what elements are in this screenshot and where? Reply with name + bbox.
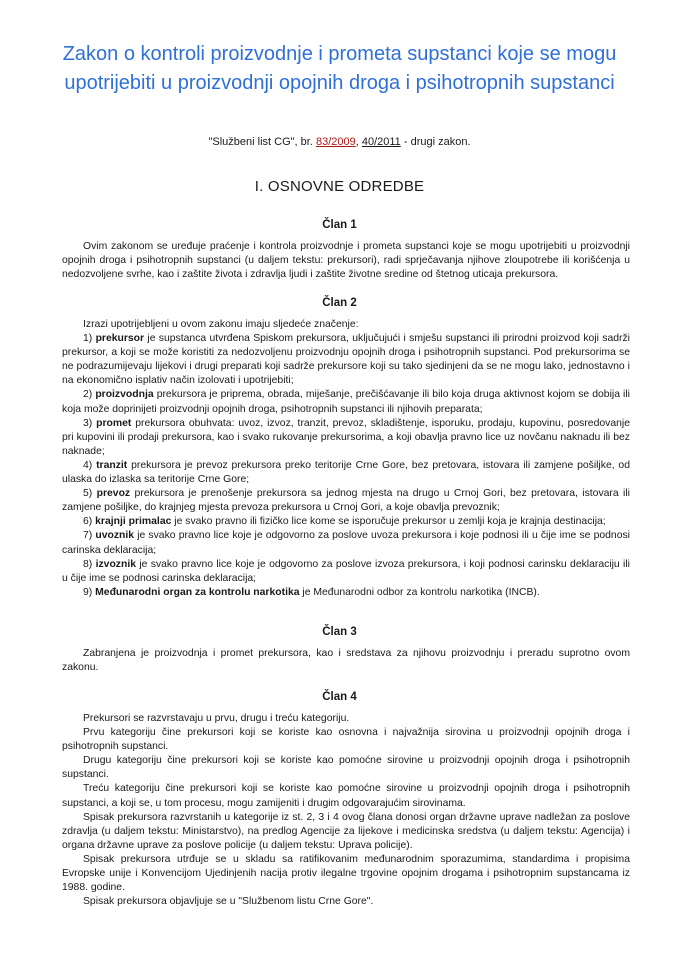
defined-term: prevoz [96,488,131,500]
article-4-paragraph: Drugu kategoriju čine prekursori koji se koriste kao pomoćne sirovine u proizvodnji opojnih droga i psihotropnih supstanci. [62,755,630,781]
gazette-link-83-2009[interactable]: 83/2009 [315,136,356,148]
article-4-paragraph: Prekursori se razvrstavaju u prvu, drugu i treću kategoriju. [83,713,350,724]
item-number: 9) [83,586,96,598]
defined-term: promet [96,417,132,429]
gazette-separator: , [355,136,362,148]
definition-item [62,332,630,388]
definition-text: prekursora je prenošenje prekursora sa jednog mjesta na drugo u Crnoj Gori, bez pretovara, istovara ili zamjene pošiljke, do krajnjeg mjesta prevoza prekursora u Crnoj Gori, a koje obavlja prevoznik; [62,488,630,514]
article-1-text: Ovim zakonom se uređuje praćenje i kontrola proizvodnje i prometa supstanci koje se mogu upotrijebiti u proizvodnji opojnih droga i psihotropnih supstanci (u daljem tekstu: prekursori), radi sprječavanja njihove zloupotrebe ili korišćenja u nedozvoljene svrhe, kao i zaštite života i zdravlja ljudi i zaštite životne sredine od štetnog uticaja prekursora. [62,241,630,281]
article-2-intro: Izrazi upotrijebljeni u ovom zakonu imaju sljedeće značenje: [83,319,359,330]
article-1-heading: Član 1 [322,219,357,231]
article-1-body [62,240,630,282]
gazette-link-40-2011[interactable]: 40/2011 [361,136,401,148]
article-3-text: Zabranjena je proizvodnja i promet prekursora, kao i sredstava za njihovu proizvodnju i preradu suprotno ovom zakonu. [62,648,630,674]
article-4-paragraph: Spisak prekursora objavljuje se u "Službenom listu Crne Gore". [83,896,374,908]
article-4-body [62,712,630,909]
article-4-paragraph: Spisak prekursora razvrstanih u kategorije iz st. 2, 3 i 4 ovog člana donosi organ državne uprave nadležan za poslove zdravlja (u daljem tekstu: Ministarstvo), na predlog Agencije za lijekove i medicinska sredstva (u daljem tekstu: Agencija) i organa državne uprave za poslove policije (u daljem tekstu: Uprava policije). [62,811,630,851]
article-2-body [62,318,630,600]
article-4-paragraph: Spisak prekursora utrđuje se u skladu sa ratifikovanim međunarodnim sporazumima, standardima i propisima Evropske unije i Konvencijom Ujedinjenih nacija protiv ilegalne trgovine opojnim drogama i psihotropnim supstancama iz 1988. godine. [62,853,630,894]
item-number: 8) [83,558,96,570]
definition-text: je svako pravno lice koje je odgovorno za poslove izvoza prekursora, i koji podnosi carinsku deklaraciju ili u čije ime se podnosi carinska deklaracija; [62,558,630,584]
law-title: Zakon o kontroli proizvodnje i prometa supstanci koje se mogu upotrijebiti u proizvodnji opojnih droga i psihotropnih supstanci [62,43,617,94]
definition-item [62,558,630,586]
article-4-heading: Član 4 [322,691,357,703]
article-4-paragraph: Prvu kategoriju čine prekursori koji se koriste kao osnovna i najvažnija sirovina u proizvodnji opojnih droga i psihotropnih supstanci. [62,727,630,753]
article-3-body [62,647,630,675]
item-number: 2) [83,389,96,401]
item-number: 3) [83,417,97,429]
gazette-prefix: "Službeni list CG", br. [208,136,316,148]
definition-item [62,417,630,459]
definition-item [62,529,630,557]
definition-item [62,586,630,600]
item-number: 6) [83,516,96,528]
defined-term: uvoznik [95,530,135,542]
article-4-paragraph: Treću kategoriju čine prekursori koji se koriste kao pomoćne sirovine u proizvodnji opojnih droga i psihotropnih supstanci, a koji se, u tom procesu, mogu zamijeniti i drugim odgovarajućim sirovinama. [62,783,630,809]
definition-text: prekursora je priprema, obrada, miješanje, prečišćavanje ili bilo koja druga aktivnost kojom se dobija ili koja može doprinijeti proizvodnji opojnih droga, psihotropnih supstanci ili njihovih preparata; [62,389,630,415]
item-number: 7) [83,530,96,542]
definition-text: prekursora je prevoz prekursora preko teritorije Crne Gore, bez pretovara, istovara ili zamjene pošiljke, od ulaska do izlaska sa teritorije Crne Gore; [62,459,630,486]
gazette-suffix: - drugi zakon. [400,136,471,148]
article-3-heading: Član 3 [322,626,357,638]
defined-term: Međunarodni organ za kontrolu narkotika [95,586,300,598]
defined-term: krajnji primalac [95,516,172,528]
item-number: 4) [83,459,97,471]
definition-item [62,487,630,515]
definition-text: prekursora obuhvata: uvoz, izvoz, tranzit, prevoz, skladištenje, isporuku, prodaju, kupovinu, posredovanje pri kupovini ili prodaji prekursora, kao i svako rukovanje prekursorima, a koji obavlja pravno lice uz novčanu naknadu ili bez naknade; [62,417,630,457]
definition-item [62,515,630,529]
defined-term: proizvodnja [95,389,154,401]
defined-term: tranzit [96,459,128,471]
definition-text: je Međunarodni odbor za kontrolu narkotika (INCB). [299,586,540,598]
definition-item [62,459,630,487]
item-number: 5) [83,488,97,500]
defined-term: prekursor [95,333,145,345]
definition-text: je supstanca utvrđena Spiskom prekursora, uključujući i smješu supstanci ili prirodni proizvod koji sadrži prekursor, a koji se može koristiti za nedozvoljenu proizvodnju opojnih droga i psihotropnih supstanci. Pod prekursorima se ne podrazumijevaju lijekovi i drugi preparati koji sadrže prekursore koji su tako sjedinjeni da se ne mogu lako, jednostavno i na ekonomično isplativ način izolovati i upotrijebiti; [62,333,630,387]
item-number: 1) [83,333,96,345]
article-2-heading: Član 2 [322,297,357,309]
definition-text: je svako pravno lice koje je odgovorno za poslove uvoza prekursora i koje podnosi ili u čije ime se podnosi carinska deklaracija; [62,530,630,556]
definition-item [62,388,630,416]
section-heading: I. OSNOVNE ODREDBE [254,178,425,195]
defined-term: izvoznik [95,558,136,570]
gazette-reference [40,135,639,149]
definition-text: je svako pravno ili fizičko lice kome se isporučuje prekursor u zemlji koja je krajnja destinacija; [171,516,606,528]
